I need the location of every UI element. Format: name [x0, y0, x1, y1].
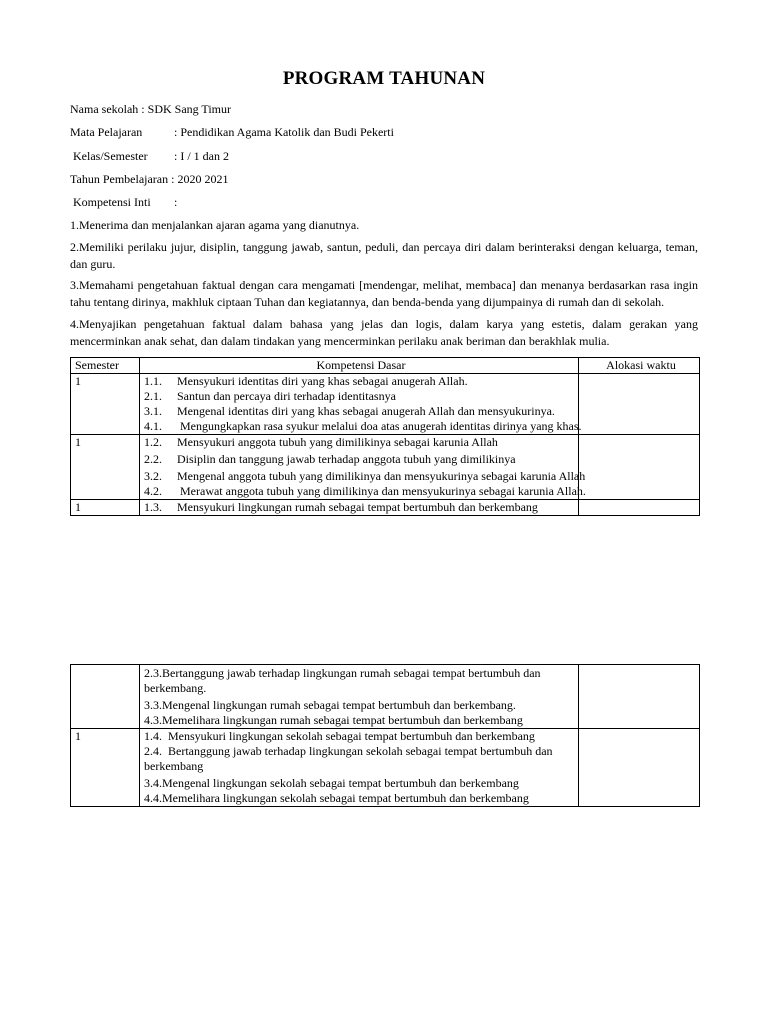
- kd-number: 3.1.: [144, 404, 162, 418]
- subject-line: [70, 125, 394, 139]
- school-name-text: Nama sekolah : SDK Sang Timur: [70, 102, 232, 116]
- kd-number: 1.1.: [144, 374, 162, 388]
- kd-text: Mengenal anggota tubuh yang dimilikinya dan mensyukurinya sebagai karunia Allah: [177, 469, 586, 483]
- kd-item: [144, 374, 578, 389]
- kd-number: 2.2.: [144, 452, 162, 466]
- kd-cell: [140, 435, 586, 500]
- ki-colon: :: [174, 195, 178, 209]
- kd-text: Disiplin dan tanggung jawab terhadap anggota tubuh yang dimilikinya: [177, 452, 516, 466]
- alokasi-cell: [579, 500, 700, 516]
- ki-item-1: 1.Menerima dan menjalankan ajaran agama yang dianutnya.: [70, 218, 360, 232]
- kd-text: Mengungkapkan rasa syukur melalui doa atas anugerah identitas dirinya yang khas.: [177, 419, 582, 433]
- semester-cell: 1: [71, 729, 140, 807]
- ki-item-2: 2.Memiliki perilaku jujur, disiplin, tanggung jawab, santun, peduli, dan percaya diri dalam berinteraksi dengan keluarga, teman, dan guru.: [70, 240, 698, 271]
- kd-item: [144, 484, 586, 499]
- kd-item: [144, 419, 582, 434]
- year-line: [70, 172, 228, 186]
- kd-number: 4.1.: [144, 419, 162, 433]
- table-row: [71, 374, 700, 435]
- kd-item: [144, 469, 586, 484]
- table-row: [71, 435, 700, 500]
- ki-item-4: 4.Menyajikan pengetahuan faktual dalam bahasa yang jelas dan logis, dalam karya yang estetis, dalam gerakan yang mencerminkan anak sehat, dan dalam tindakan yang mencerminkan perilaku anak beriman dan berakhlak mulia.: [70, 317, 698, 348]
- kd-cell: [140, 665, 579, 729]
- kd-item: 3.4.Mengenal lingkungan sekolah sebagai tempat bertumbuh dan berkembang: [144, 776, 519, 790]
- kd-number: 1.2.: [144, 435, 162, 449]
- semester-cell: 1: [71, 374, 140, 435]
- ki-line: [70, 195, 178, 209]
- alokasi-cell: [579, 729, 700, 807]
- kd-text: Merawat anggota tubuh yang dimilikinya dan mensyukurinya sebagai karunia Allah.: [177, 484, 586, 498]
- table-row: [71, 500, 700, 516]
- kd-number: 2.1.: [144, 389, 162, 403]
- col-header-alokasi: Alokasi waktu: [579, 358, 700, 374]
- table-header-row: [71, 358, 700, 374]
- class-label: Kelas/Semester: [70, 149, 148, 163]
- class-line: [70, 149, 229, 163]
- year-text: Tahun Pembelajaran : 2020 2021: [70, 172, 229, 186]
- kd-text: Mensyukuri identitas diri yang khas sebagai anugerah Allah.: [177, 374, 468, 388]
- kd-table-continued: [70, 664, 700, 807]
- table-row: [71, 729, 700, 807]
- table-row: [71, 665, 700, 729]
- kd-cell: [140, 729, 579, 807]
- class-value: : I / 1 dan 2: [174, 149, 229, 163]
- col-header-kompetensi: Kompetensi Dasar: [140, 358, 579, 374]
- col-header-semester: Semester: [71, 358, 140, 374]
- kd-item: 4.3.Memelihara lingkungan rumah sebagai tempat bertumbuh dan berkembang: [144, 713, 523, 727]
- kd-item: 4.4.Memelihara lingkungan sekolah sebagai tempat bertumbuh dan berkembang: [144, 791, 529, 805]
- kd-number: 4.2.: [144, 484, 162, 498]
- kd-item: [144, 404, 578, 419]
- semester-cell: 1: [71, 435, 140, 500]
- document-title: PROGRAM TAHUNAN: [282, 68, 486, 89]
- alokasi-cell: [579, 665, 700, 729]
- alokasi-cell: [579, 435, 700, 500]
- kd-item: [144, 389, 578, 404]
- kd-number: 3.2.: [144, 469, 162, 483]
- semester-cell: [71, 665, 140, 729]
- ki-item-3: 3.Memahami pengetahuan faktual dengan cara mengamati [mendengar, melihat, membaca] dan menanya berdasarkan rasa ingin tahu tentang dirinya, makhluk ciptaan Tuhan dan kegiatannya, dan benda-benda yang dijumpainya di rumah dan di sekolah.: [70, 278, 698, 309]
- subject-value: : Pendidikan Agama Katolik dan Budi Pekerti: [174, 125, 394, 139]
- kd-item: 2.3.Bertanggung jawab terhadap lingkungan rumah sebagai tempat bertumbuh dan berkembang.: [144, 666, 541, 695]
- semester-cell: 1: [71, 500, 140, 516]
- kd-item: [144, 435, 578, 450]
- subject-label: Mata Pelajaran: [70, 125, 143, 139]
- kd-cell: [140, 374, 582, 435]
- kd-text: Mengenal identitas diri yang khas sebagai anugerah Allah dan mensyukurinya.: [177, 404, 555, 418]
- kd-item: [144, 452, 578, 467]
- kd-number: 1.3.: [144, 500, 162, 514]
- kd-text: Santun dan percaya diri terhadap identitasnya: [177, 389, 396, 403]
- kd-item: 3.3.Mengenal lingkungan rumah sebagai tempat bertumbuh dan berkembang.: [144, 698, 516, 712]
- school-name: [70, 102, 231, 116]
- kd-cell: [140, 500, 579, 516]
- kd-item: 1.4. Mensyukuri lingkungan sekolah sebagai tempat bertumbuh dan berkembang: [144, 729, 535, 743]
- kd-table: [70, 357, 700, 516]
- ki-label: Kompetensi Inti: [70, 195, 151, 209]
- kd-text: Mensyukuri lingkungan rumah sebagai tempat bertumbuh dan berkembang: [177, 500, 538, 514]
- kd-text: Mensyukuri anggota tubuh yang dimilikinya sebagai karunia Allah: [177, 435, 498, 449]
- kd-item: 2.4. Bertanggung jawab terhadap lingkungan sekolah sebagai tempat bertumbuh dan berkembang: [144, 744, 556, 773]
- kd-item: [144, 500, 578, 515]
- alokasi-cell: [579, 374, 700, 435]
